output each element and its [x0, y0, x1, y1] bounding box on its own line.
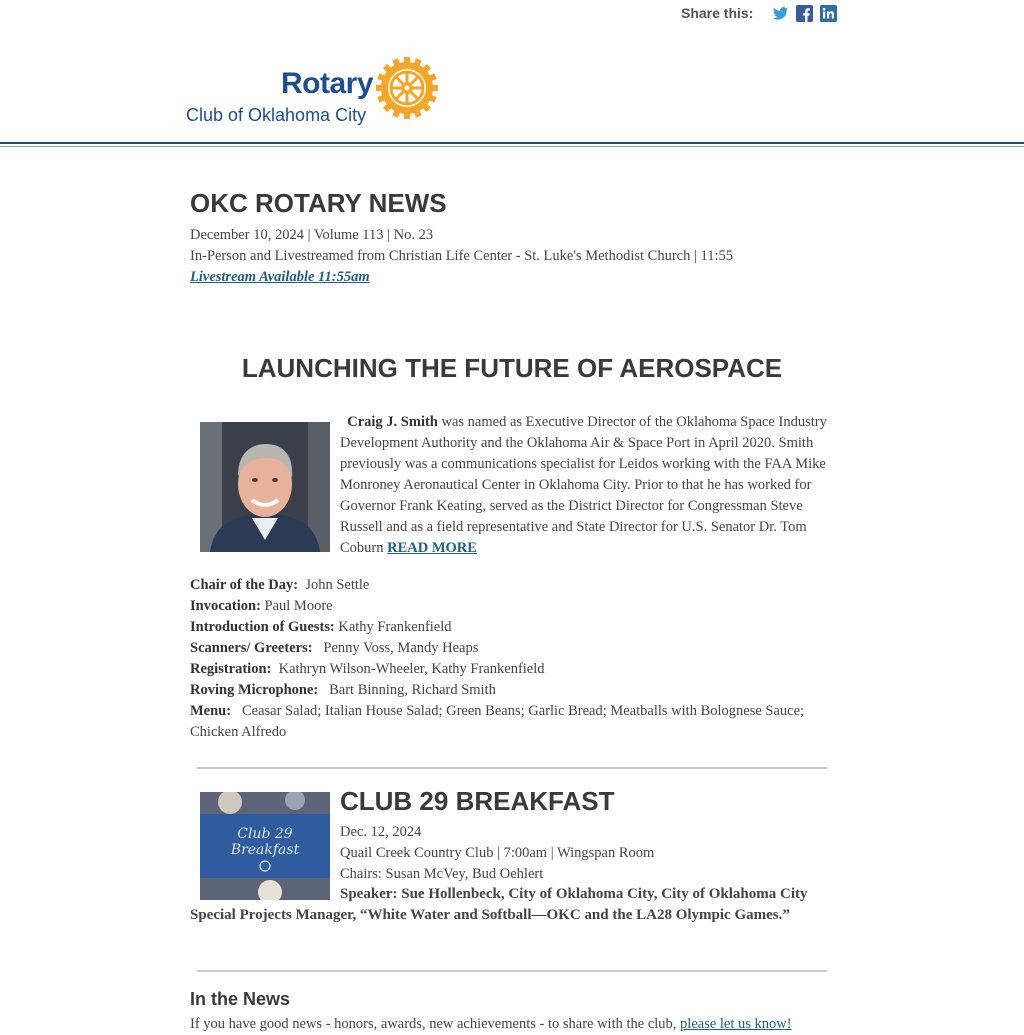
share-bar — [681, 3, 837, 23]
header-divider-thin — [0, 146, 1024, 147]
section-divider — [197, 767, 827, 769]
bio-text: was named as Executive Director of the Oklahoma Space Industry Development Authority and the Oklahoma Air & Space Port in April 2020. Smith previously was a communications specialist for Leidos working with the FAA Mike Monroney Aeronautical Center in Oklahoma City. Prior to that he has worked for Governor Frank Keating, served as the District Director for Congressman Steve Russell and as a field representative and State Director for U.S. Senator Dr. Tom Coburn — [340, 414, 827, 556]
logo-wordmark: Rotary — [281, 67, 374, 100]
role-value: Kathryn Wilson-Wheeler, Kathy Frankenfield — [271, 661, 545, 677]
role-row — [190, 638, 835, 659]
club29-location: Quail Creek Country Club | 7:00am | Wingspan Room — [340, 845, 655, 861]
club29-info — [340, 822, 654, 885]
role-label: Invocation: — [190, 598, 261, 614]
feature-title: LAUNCHING THE FUTURE OF AEROSPACE — [241, 353, 783, 383]
club29-title: CLUB 29 BREAKFAST — [340, 786, 615, 816]
section-divider — [197, 970, 827, 972]
meeting-roles — [190, 575, 835, 743]
news-body: If you have good news - honors, awards, new achievements - to share with the club, — [190, 1016, 681, 1032]
facebook-icon[interactable] — [796, 5, 813, 22]
role-row — [190, 659, 835, 680]
speaker-photo — [200, 422, 330, 552]
club29-image-line2: Breakfast — [230, 842, 300, 858]
club29-date: Dec. 12, 2024 — [340, 824, 422, 840]
newsletter-title: OKC ROTARY NEWS — [190, 188, 447, 218]
role-value: Penny Voss, Mandy Heaps — [312, 640, 479, 656]
header-divider — [0, 142, 1024, 144]
role-row — [190, 680, 835, 701]
share-label: Share this: — [681, 5, 754, 21]
role-row — [190, 701, 835, 743]
role-value: Paul Moore — [260, 598, 333, 614]
role-row — [190, 575, 835, 596]
read-more-link[interactable]: READ MORE — [387, 540, 477, 556]
news-title: In the News — [190, 989, 291, 1009]
linkedin-icon[interactable] — [820, 5, 837, 22]
logo-subtitle: Club of Oklahoma City — [186, 105, 367, 125]
role-label: Scanners/ Greeters: — [190, 640, 313, 656]
role-row — [190, 596, 835, 617]
role-label: Roving Microphone: — [190, 682, 319, 698]
location-line: In-Person and Livestreamed from Christian Life Center - St. Luke's Methodist Church | 11:55 — [190, 248, 733, 264]
role-label: Introduction of Guests: — [190, 619, 335, 635]
club29-speaker: Speaker: Sue Hollenbeck, City of Oklahoma City, City of Oklahoma City Special Projects Manager, “White Water and Softball—OKC and the LA28 Olympic Games.” — [190, 886, 808, 923]
rotary-wheel-icon — [376, 57, 438, 119]
role-label: Menu: — [190, 703, 232, 719]
role-label: Chair of the Day: — [190, 577, 299, 593]
role-value: Bart Binning, Richard Smith — [318, 682, 496, 698]
livestream-link[interactable]: Livestream Available 11:55am — [190, 269, 370, 285]
news-text — [190, 1014, 830, 1035]
speaker-bio — [340, 412, 830, 559]
role-value: Ceasar Salad; Italian House Salad; Green Beans; Garlic Bread; Meatballs with Bolognese Sauce; Chicken Alfredo — [190, 703, 808, 740]
rotary-logo[interactable] — [186, 55, 446, 130]
news-contact-link[interactable]: please let us know! — [680, 1016, 792, 1032]
role-value: Kathy Frankenfield — [334, 619, 452, 635]
role-label: Registration: — [190, 661, 272, 677]
speaker-name: Craig J. Smith — [347, 414, 438, 430]
issue-date-line: December 10, 2024 | Volume 113 | No. 23 — [190, 227, 434, 243]
club29-image-line1: Club 29 — [237, 826, 293, 842]
role-value: John Settle — [298, 577, 370, 593]
club29-chairs: Chairs: Susan McVey, Bud Oehlert — [340, 866, 544, 882]
role-row — [190, 617, 835, 638]
livestream-line — [190, 267, 370, 288]
twitter-icon[interactable] — [772, 5, 789, 22]
